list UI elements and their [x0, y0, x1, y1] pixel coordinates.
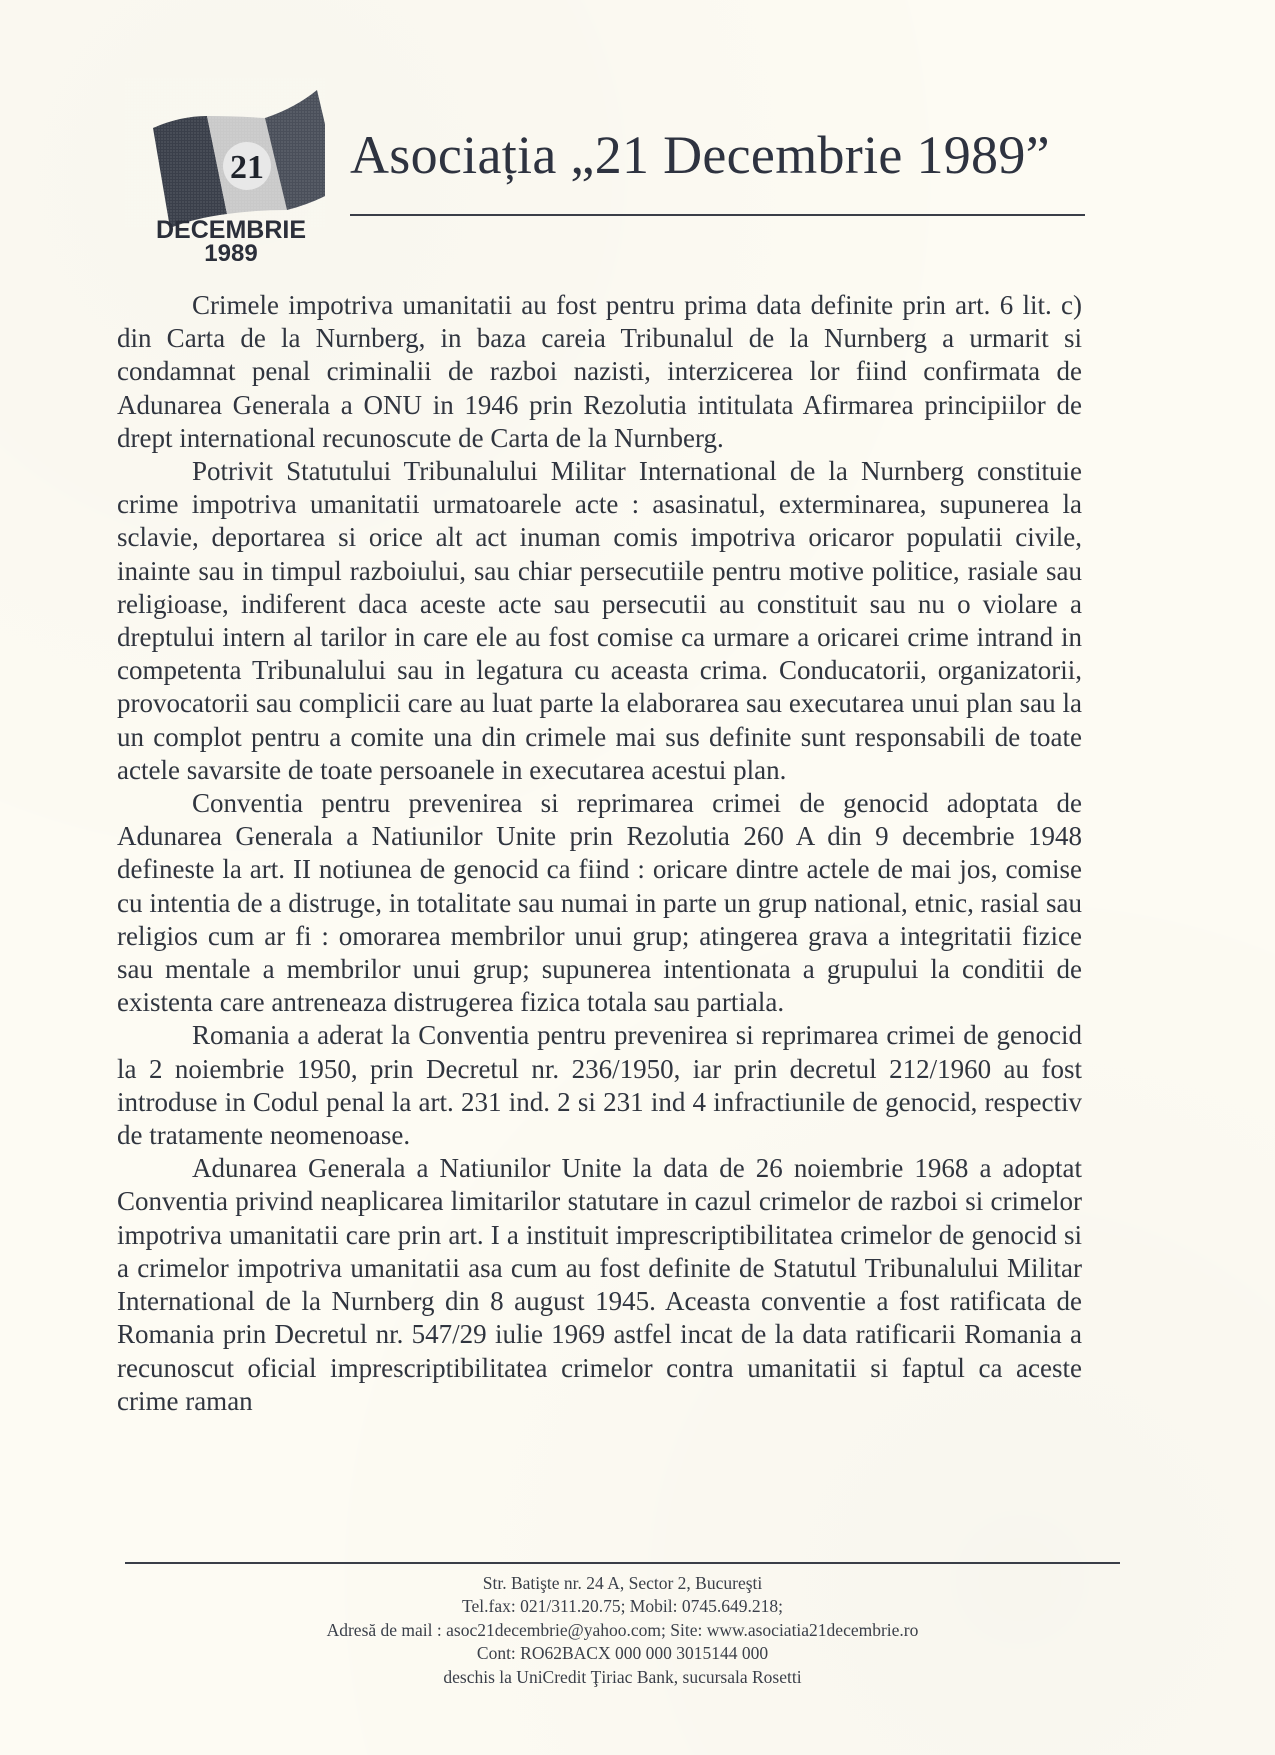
paragraph: Conventia pentru prevenirea si reprimarea crimei de genocid adoptata de Adunarea Generala a Natiunilor Unite prin Rezolutia 260 A din 9 decembrie 1948 defineste la art. II notiunea de genocid ca fiind : oricare dintre actele de mai jos, comise cu intentia de a distruge, in totalitate sau numai in parte un grup national, etnic, rasial sau religios cum ar fi : omorarea membrilor unui grup; atingerea grava a integritatii fizice sau mentale a membrilor unui grup; supunerea intentionata a grupului la conditii de existenta care antreneaza distrugerea fizica totala sau partiala.: [117, 788, 1082, 1018]
page-title: Asociația „21 Decembrie 1989”: [350, 125, 1050, 185]
footer-mail-label: Adresă de mail :: [326, 1619, 442, 1640]
footer-contact: [125, 1572, 1120, 1689]
paragraph: Romania a aderat la Conventia pentru prevenirea si reprimarea crimei de genocid la 2 noiembrie 1950, prin Decretul nr. 236/1950, iar prin decretul 212/1960 au fost introduse in Codul penal la art. 231 ind. 2 si 231 ind 4 infractiunile de genocid, respectiv de tratamente neomenoase.: [117, 1020, 1082, 1151]
logo-month: DECEMBRIE: [155, 216, 306, 244]
footer-mail-value[interactable]: asoc21decembrie@yahoo.com; Site: www.asociatia21decembrie.ro: [446, 1619, 919, 1640]
footer-account: Cont: RO62BACX 000 000 3015144 000: [476, 1643, 769, 1664]
footer-address: Str. Batişte nr. 24 A, Sector 2, Bucureşti: [482, 1573, 763, 1593]
footer-phone: Tel.fax: 021/311.20.75; Mobil: 0745.649.218;: [462, 1596, 783, 1617]
flag-icon: [125, 78, 325, 228]
paragraph: Potrivit Statutului Tribunalului Militar International de la Nurnberg constituie crime impotriva umanitatii urmatoarele acte : asasinatul, exterminarea, supunerea la sclavie, deportarea si orice alt act inuman comis impotriva oricaror populatii civile, inainte sau in timpul razboiului, sau chiar persecutiile pentru motive politice, rasiale sau religioase, indiferent daca aceste acte sau persecutii au constituit sau nu o violare a dreptului intern al tarilor in care ele au fost comise ca urmare a oricarei crime intrand in competenta Tribunalului sau in legatura cu aceasta crima. Conducatorii, organizatorii, provocatorii sau complicii care au luat parte la elaborarea sau executarea unui plan sau la un complot pentru a comite una din crimele mai sus definite sunt responsabili de toate actele savarsite de toate persoanele in executarea acestui plan.: [117, 456, 1082, 785]
title-divider: [350, 214, 1085, 216]
footer-bank: deschis la UniCredit Ţiriac Bank, sucursala Rosetti: [443, 1666, 802, 1687]
association-logo: [125, 78, 325, 268]
paragraph: Adunarea Generala a Natiunilor Unite la data de 26 noiembrie 1968 a adoptat Conventia privind neaplicarea limitarilor statutare in cazul crimelor de razboi si crimelor impotriva umanitatii care prin art. I a instituit imprescriptibilitatea crimelor de genocid si a crimelor impotriva umanitatii asa cum au fost definite de Statutul Tribunalului Militar International de la Nurnberg din 8 august 1945. Aceasta conventie a fost ratificata de Romania prin Decretul nr. 547/29 iulie 1969 astfel incat de la data ratificarii Romania a recunoscut oficial imprescriptibilitatea crimelor contra umanitatii si faptul ca aceste crime raman: [117, 1153, 1082, 1416]
paragraph: Crimele impotriva umanitatii au fost pentru prima data definite prin art. 6 lit. c) din Carta de la Nurnberg, in baza careia Tribunalul de la Nurnberg a urmarit si condamnat penal criminalii de razboi nazisti, interzicerea lor fiind confirmata de Adunarea Generala a ONU in 1946 prin Rezolutia intitulata Afirmarea principiilor de drept international recunoscute de Carta de la Nurnberg.: [117, 290, 1082, 453]
document-body: [117, 289, 1082, 1418]
logo-year: 1989: [204, 240, 258, 267]
logo-number: 21: [230, 149, 264, 186]
footer-mail-line: [125, 1619, 1120, 1642]
footer-divider: [125, 1562, 1120, 1564]
